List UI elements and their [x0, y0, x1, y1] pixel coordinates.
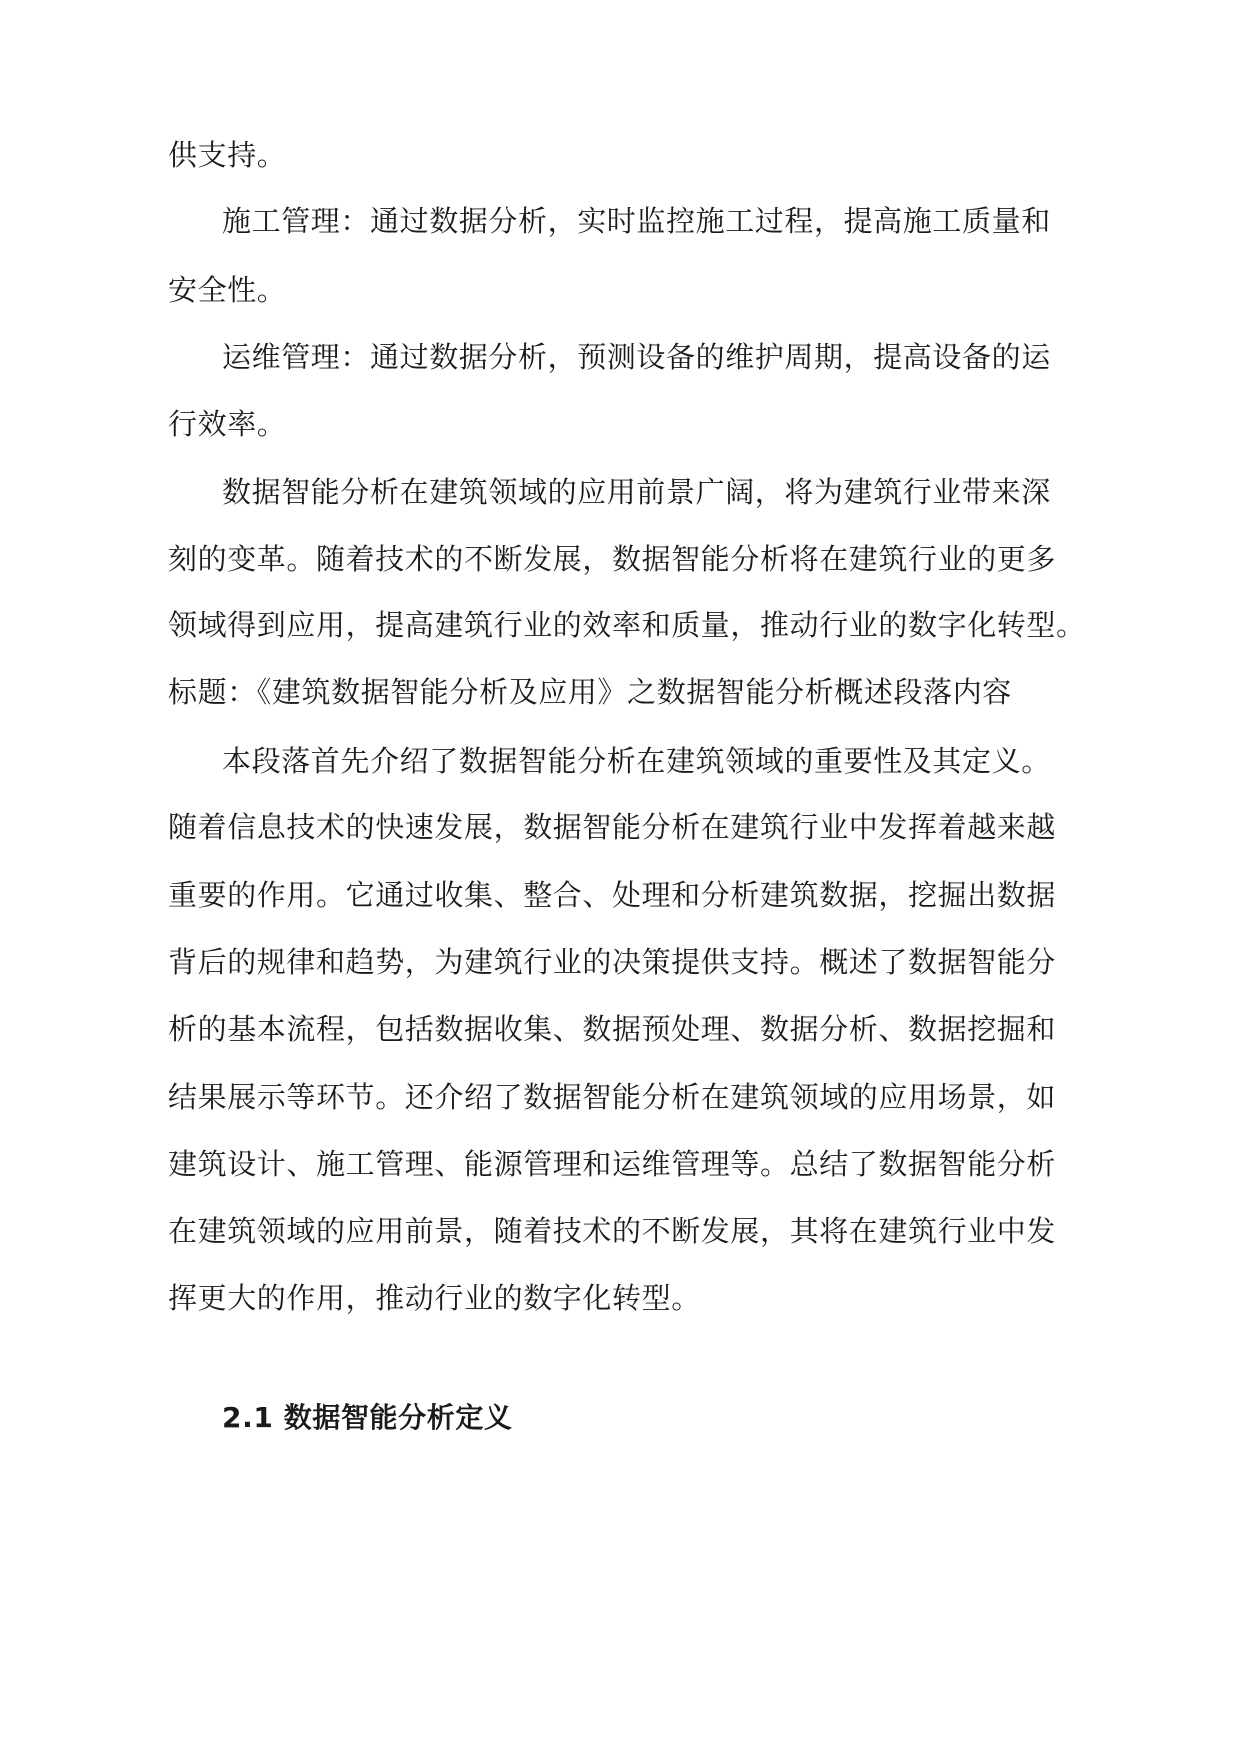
document-page: 供支持。 施工管理：通过数据分析，实时监控施工过程，提高施工质量和 安全性。 运维管理：通过数据分析，预测设备的维护周期，提高设备的运 行效率。 数据智能分析在建筑领域的应用前景广阔，将为建筑行业带来深 刻的变革。随着技术的不断发展，数据智能分析将在建筑行业的更多 领域得到应用，提高建筑行业的效率和质量，推动行业的数字化转型。 标题：《建筑数据智能分析及应用》之数据智能分析概述段落内容 本段落首先介绍了数据智能分析在建筑领域的重要性及其定义。 随着信息技术的快速发展，数据智能分析在建筑行业中发挥着越来越 重要的作用。它通过收集、整合、处理和分析建筑数据，挖掘出数据 背后的规律和趋势，为建筑行业的决策提供支持。概述了数据智能分 析的基本流程，包括数据收集、数据预处理、数据分析、数据挖掘和 结果展示等环节。还介绍了数据智能分析在建筑领域的应用场景，如 建筑设计、施工管理、能源管理和运维管理等。总结了数据智能分析 在建筑领域的应用前景，随着技术的不断发展，其将在建筑行业中发 挥更大的作用，推动行业的数字化转型。 2.1 数据智能分析定义 — [168, 138, 1086, 1434]
